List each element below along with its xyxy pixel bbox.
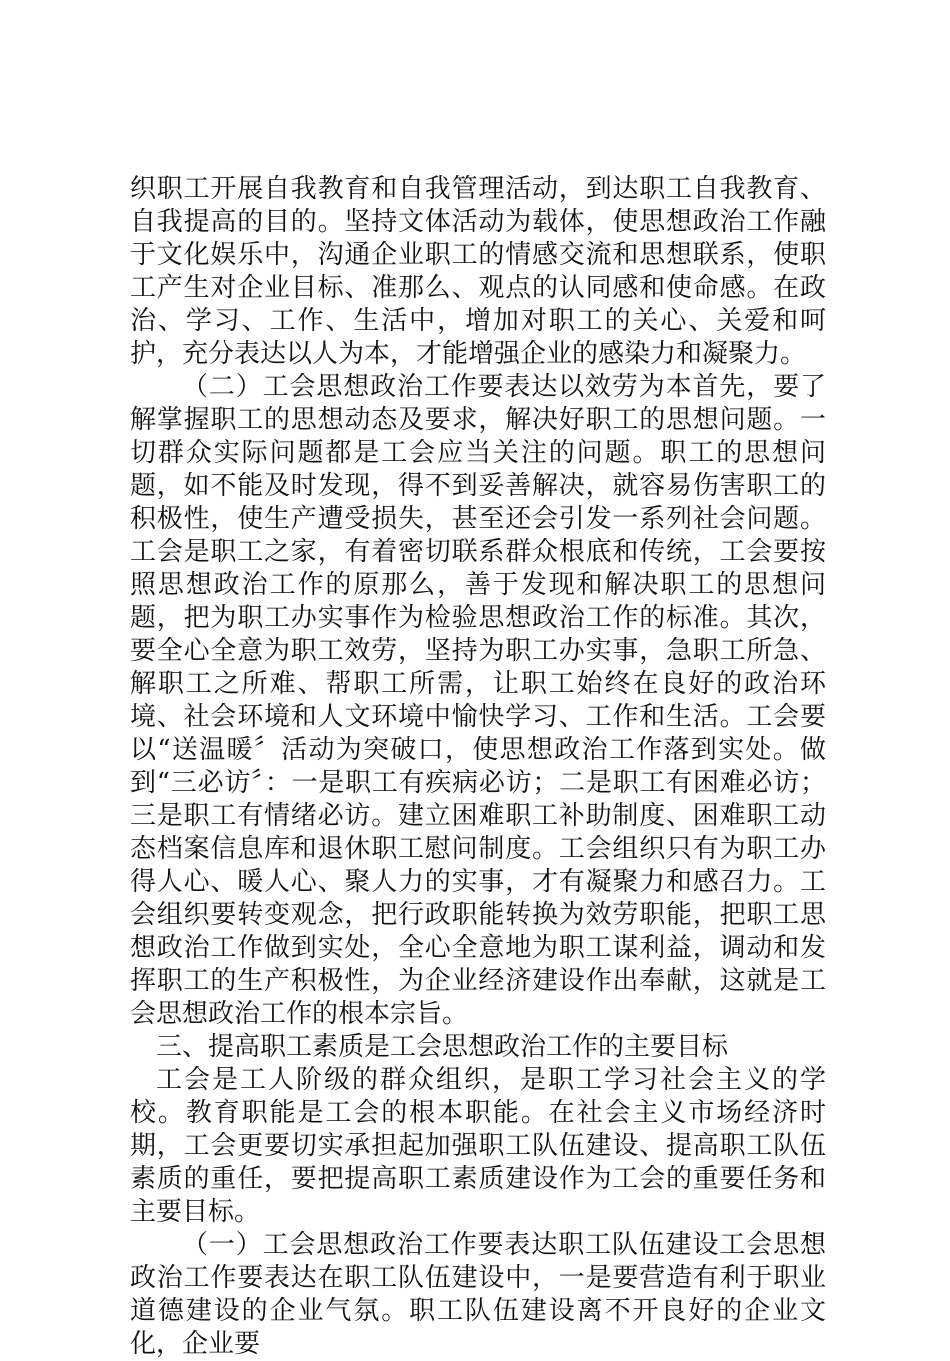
paragraph-3: 工会是工人阶级的群众组织，是职工学习社会主义的学校。教育职能是工会的根本职能。在社会主义市场经济时期，工会更要切实承担起加强职工队伍建设、提高职工队伍素质的重任，要把提高职工素质建设作为工会的重要任务和主要目标。: [130, 1065, 826, 1227]
paragraph-2: （二）工会思想政治工作要表达以效劳为本首先，要了解掌握职工的思想动态及要求，解决好职工的思想问题。一切群众实际问题都是工会应当关注的问题。职工的思想问题，如不能及时发现，得不到妥善解决，就容易伤害职工的积极性，使生产遭受损失，甚至还会引发一系列社会问题。工会是职工之家，有着密切联系群众根底和传统，工会要按照思想政治工作的原那么，善于发现和解决职工的思想问题，把为职工办实事作为检验思想政治工作的标准。其次，要全心全意为职工效劳，坚持为职工办实事，急职工所急、解职工之所难、帮职工所需，让职工始终在良好的政治环境、社会环境和人文环境中愉快学习、工作和生活。工会要以“送温暖〞活动为突破口，使思想政治工作落到实处。做到“三必访〞：一是职工有疾病必访；二是职工有困难必访；三是职工有情绪必访。建立困难职工补助制度、困难职工动态档案信息库和退休职工慰问制度。工会组织只有为职工办得人心、暖人心、聚人力的实事，才有凝聚力和感召力。工会组织要转变观念，把行政职能转换为效劳职能，把职工思想政治工作做到实处，全心全意地为职工谋利益，调动和发挥职工的生产积极性，为企业经济建设作出奉献，这就是工会思想政治工作的根本宗旨。: [130, 372, 826, 1029]
document-page: [130, 173, 826, 1361]
paragraph-4: （一）工会思想政治工作要表达职工队伍建设工会思想政治工作要表达在职工队伍建设中，一是要营造有利于职业道德建设的企业气氛。职工队伍建设离不开良好的企业文化，企业要: [130, 1230, 826, 1359]
paragraph-1: 织职工开展自我教育和自我管理活动，到达职工自我教育、自我提高的目的。坚持文体活动为载体，使思想政治工作融于文化娱乐中，沟通企业职工的情感交流和思想联系，使职工产生对企业目标、准那么、观点的认同感和使命感。在政治、学习、工作、生活中，增加对职工的关心、关爱和呵护，充分表达以人为本，才能增强企业的感染力和凝聚力。: [130, 174, 826, 369]
section-heading: 三、提高职工素质是工会思想政治工作的主要目标: [156, 1032, 729, 1062]
